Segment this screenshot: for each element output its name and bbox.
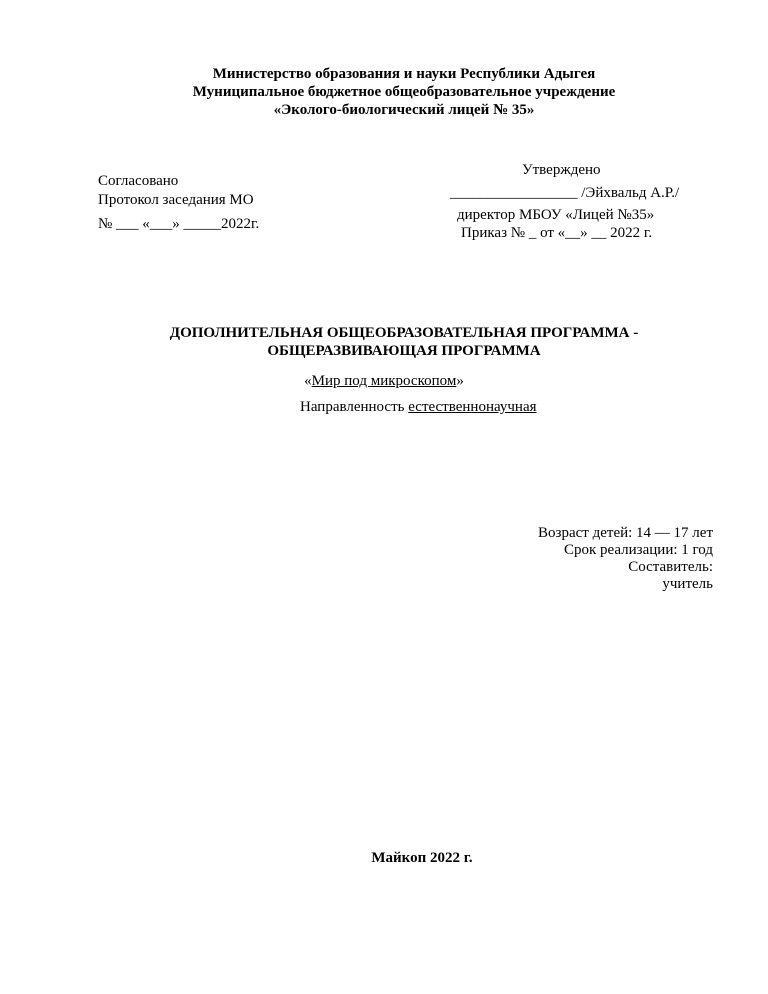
approved-title: Утверждено	[522, 162, 601, 178]
program-name	[0, 373, 768, 390]
quote-close: »	[456, 373, 464, 389]
protocol-number-line: № ___ «___» _____2022г.	[98, 216, 260, 232]
direction-label: Направленность	[300, 399, 405, 415]
director-position: директор МБОУ «Лицей №35»	[457, 207, 655, 223]
quote-open: «	[304, 373, 312, 389]
program-title-line1: ДОПОЛНИТЕЛЬНАЯ ОБЩЕОБРАЗОВАТЕЛЬНАЯ ПРОГРАММА -	[169, 325, 639, 341]
document-header	[0, 66, 768, 120]
author-role: учитель	[662, 576, 713, 592]
signature-line: _________________ /Эйхвальд А.Р./	[450, 185, 680, 201]
ministry-name: Министерство образования и науки Республики Адыгея	[212, 66, 596, 82]
order-line: Приказ № _ от «__» __ 2022 г.	[461, 225, 653, 241]
implementation-period: Срок реализации: 1 год	[564, 542, 713, 558]
direction-value: естественнонаучная	[408, 399, 537, 415]
program-direction	[300, 399, 537, 416]
children-age: Возраст детей: 14 — 17 лет	[538, 525, 713, 541]
institution-name: «Эколого-биологический лицей № 35»	[273, 102, 535, 118]
program-title-line2: ОБЩЕРАЗВИВАЮЩАЯ ПРОГРАММА	[267, 343, 541, 359]
author-label: Составитель:	[628, 559, 713, 575]
institution-type: Муниципальное бюджетное общеобразовательное учреждение	[192, 84, 616, 100]
city-year: Майкоп 2022 г.	[371, 850, 473, 866]
program-info	[538, 525, 713, 593]
protocol-label: Протокол заседания МО	[98, 192, 254, 208]
approved-block	[450, 162, 690, 243]
agreed-block	[98, 173, 259, 235]
agreed-title: Согласовано	[98, 173, 179, 189]
program-title	[0, 325, 768, 361]
program-name-text: Мир под микроскопом	[311, 373, 457, 389]
